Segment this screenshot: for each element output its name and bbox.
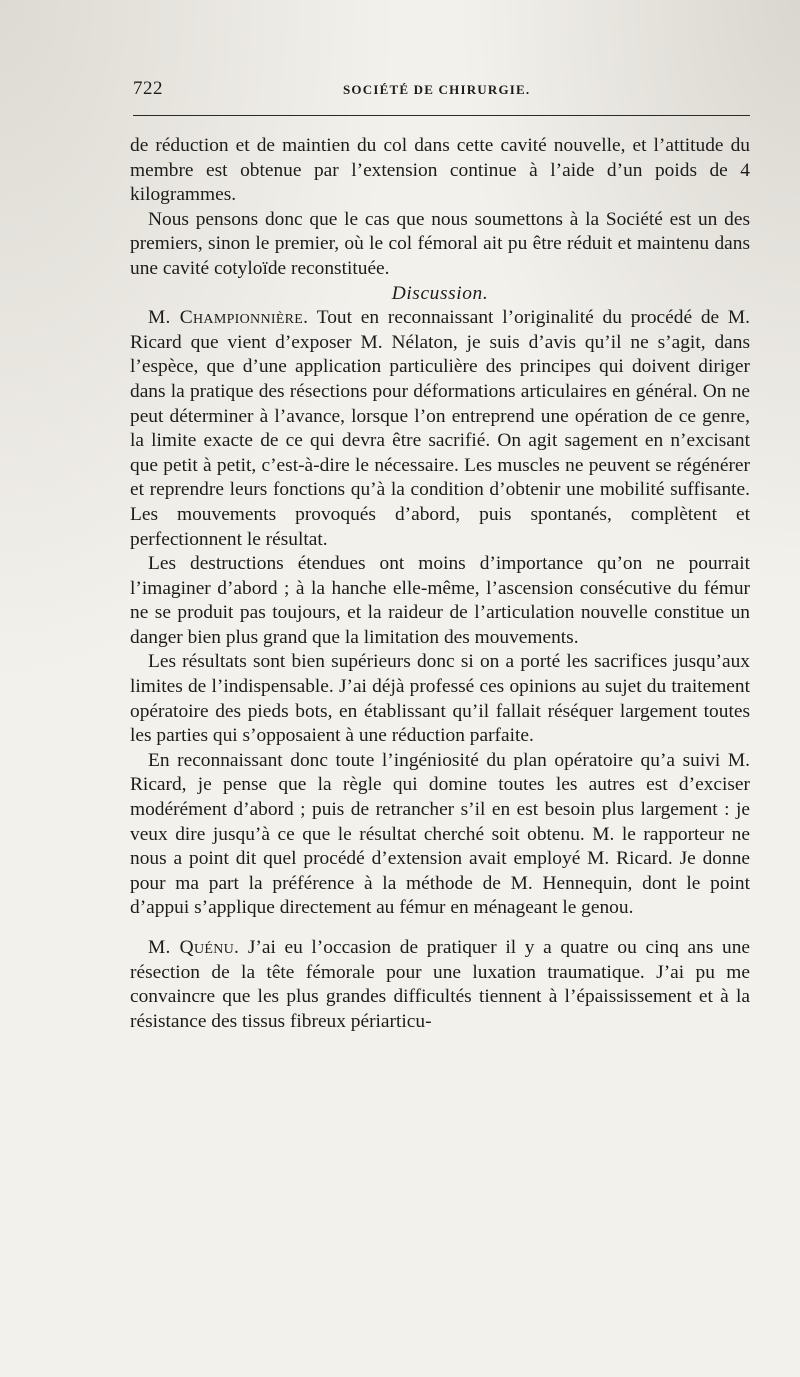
championniere-text-1: Tout en reconnaissant l’originalité du procédé de M. Ricard que vient d’exposer M. Nélaton, je suis d’avis qu’il ne s’agit, dans l’espèce, que d’une application particulière des principes qui doivent diriger dans la pratique des résections pour déformations articulaires en général. On ne peut déterminer à l’avance, lorsque l’on entreprend une opération de ce genre, la limite exacte de ce qui devra être sacrifié. On agit sagement en n’excisant que petit à petit, c’est-à-dire le nécessaire. Les muscles ne peuvent se régénérer et reprendre leurs fonctions qu’à la condition d’obtenir une mobilité suffisante. Les mouvements provoqués d’abord, puis spontanés, complètent et perfectionnent le résultat.: [130, 307, 751, 550]
body-text: [130, 134, 750, 1034]
section-heading-discussion: Discussion.: [391, 282, 489, 304]
paragraph-championniere-1: [130, 306, 750, 552]
header-rule: [133, 115, 750, 116]
running-head: [133, 78, 750, 102]
speaker-championniere: M. Championnière.: [148, 307, 309, 329]
page-number: 722: [133, 78, 163, 99]
paragraph-championniere-2: Les destructions étendues ont moins d’importance qu’on ne pourrait l’imaginer d’abord ; à la hanche elle-même, l’ascension consécutive du fémur ne se produit pas toujours, et la raideur de l’articulation nouvelle constitue un danger bien plus grand que la limitation des mouvements.: [130, 553, 750, 648]
paragraph-conclusion: Nous pensons donc que le cas que nous soumettons à la Société est un des premiers, sinon le premier, où le col fémoral ait pu être réduit et maintenu dans une cavité cotyloïde reconstituée.: [130, 208, 750, 279]
paragraph-quenu-1: [130, 936, 750, 1034]
paragraph-continuation: de réduction et de maintien du col dans cette cavité nouvelle, et l’attitude du membre est obtenue par l’extension continue à l’aide d’un poids de 4 kilogrammes.: [130, 135, 750, 206]
quenu-text-1: J’ai eu l’occasion de pratiquer il y a quatre ou cinq ans une résection de la tête fémorale pour une luxation traumatique. J’ai pu me convaincre que les plus grandes difficultés tiennent à l’épaississement et à la résistance des tissus fibreux périarticu-: [130, 937, 750, 1032]
running-title: SOCIÉTÉ DE CHIRURGIE.: [343, 82, 531, 97]
paragraph-championniere-4: En reconnaissant donc toute l’ingéniosité du plan opératoire qu’a suivi M. Ricard, je pense que la règle qui domine toutes les autres est d’exciser modérément d’abord ; puis de retrancher s’il en est besoin plus largement : je veux dire jusqu’à ce que le résultat cherché soit obtenu. M. le rapporteur ne nous a point dit quel procédé d’extension avait employé M. Ricard. Je donne pour ma part la préférence à la méthode de M. Hennequin, dont le point d’appui s’applique directement au fémur en ménageant le genou.: [130, 749, 750, 919]
paragraph-championniere-3: Les résultats sont bien supérieurs donc si on a porté les sacrifices jusqu’aux limites de l’indispensable. J’ai déjà professé ces opinions au sujet du traitement opératoire des pieds bots, en établissant qu’il fallait réséquer largement toutes les parties qui s’opposaient à une réduction parfaite.: [130, 651, 750, 747]
speaker-quenu: M. Quénu.: [148, 937, 240, 958]
